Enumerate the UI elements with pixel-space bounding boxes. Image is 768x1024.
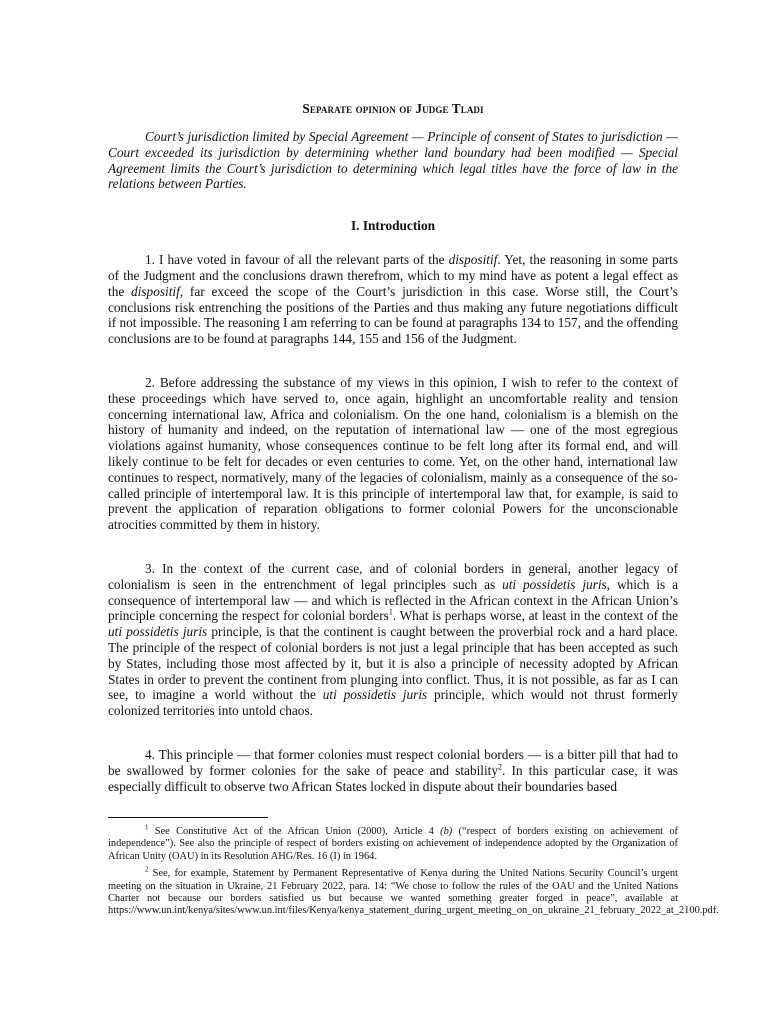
footnote-2-number: 2 — [145, 865, 149, 874]
paragraph-1-italic-dispositif-2: dispositif — [131, 283, 180, 299]
paragraph-1-text-a: 1. I have voted in favour of all the relevant parts of the — [145, 252, 449, 268]
footnote-ref-2[interactable]: 2 — [498, 762, 503, 772]
paragraph-4 — [108, 747, 678, 794]
footnote-1-text-c: (“respect of borders existing on achievement of independence”). See also the principle of respect of borders existing on achievement of independence adopted by the Organization of African Unity (OAU) in its Resolution AHG/Res. 16 (I) in 1964. — [108, 826, 679, 862]
paragraph-3-text-f: principle, is that the continent is caught between the proverbial rock and a hard place. The principle of the respect of colonial borders is not just a legal principle that has been accepted as such by States, including those most affected by it, but it is also a principle of necessity adopted by African States in order to prevent the continent from plunging into conflict. Thus, it is not possible, as far as I can see, to imagine a world without the — [108, 624, 678, 703]
paragraph-3-text-c: , which is a consequence of intertemporal law — and which is reflected in the African context in the African Union’s principle concerning the respect for colonial borders — [108, 576, 678, 624]
footnote-1-text-a: See Constitutive Act of the African Union (2000), Article 4 — [148, 826, 441, 837]
footnote-ref-1[interactable]: 1 — [388, 607, 393, 617]
paragraph-3-text-h: principle, which would not thrust formerly colonized territories into untold chaos. — [108, 687, 679, 719]
paragraph-1-text-e: , far exceed the scope of the Court’s jurisdiction in this case. Worse still, the Court’s conclusions risk entrenching the positions of the Parties and thus making any future negotiations difficult if not impossible. The reasoning I am referring to can be found at paragraphs 134 to 157, and the offending conclusions are to be found at paragraphs 144, 155 and 156 of the Judgment. — [108, 283, 678, 347]
paragraph-1 — [108, 252, 678, 347]
opinion-title: Separate opinion of Judge Tladi — [302, 101, 484, 116]
paragraph-3-text-d: . What is perhaps worse, at least in the context of the — [392, 608, 678, 624]
paragraph-4-text-b: . In this particular case, it was especially difficult to observe two African States locked in dispute about their boundaries based — [108, 762, 678, 794]
paragraph-3-text-a: 3. In the context of the current case, and of colonial borders in general, another legacy of colonialism is seen in the entrenchment of legal principles such as — [108, 560, 678, 592]
paragraph-3-italic-uti-possidetis: uti possidetis juris — [502, 576, 607, 592]
paragraph-1-italic-dispositif: dispositif — [448, 252, 498, 268]
paragraph-3 — [108, 561, 678, 719]
footnote-2 — [108, 865, 719, 918]
paragraph-4-text-a: 4. This principle — that former colonies must respect colonial borders — is a bitter pill that had to be swallowed by former colonies for the sake of peace and stability — [108, 746, 678, 778]
headnote: Court’s jurisdiction limited by Special Agreement — Principle of consent of States to jurisdiction — Court exceeded its jurisdiction by determining whether land boundary had been modified — Special Agreement limits the Court’s jurisdiction to determining which legal titles have the force of law in the relations between Parties. — [108, 129, 678, 192]
footnote-1-number: 1 — [145, 823, 149, 832]
paragraph-1-text-c: . Yet, the reasoning in some parts of the Judgment and the conclusions drawn therefrom, which to my mind have as potent a legal effect as the — [108, 252, 678, 299]
paragraph-3-italic-uti-possidetis-2: uti possidetis juris — [108, 624, 208, 640]
paragraph-3-italic-uti-possidetis-3: uti possidetis juris — [322, 687, 428, 703]
section-heading-introduction: I. Introduction — [351, 218, 435, 234]
footnote-2-text: See, for example, Statement by Permanent Representative of Kenya during the United Nations Security Council’s urgent meeting on the situation in Ukraine, 21 February 2022, para. 14: “We chose to follow the rules of the OAU and the United Nations Charter not because our borders satisfied us but because we wanted something greater forged in peace”, available at https://www.un.int/kenya/sites/www.un.int/files/Kenya/kenya_statement_during_urgent_meeting_on_on_ukraine_21_february_2022_at_2100.pdf. — [108, 868, 719, 917]
footnotes — [108, 823, 719, 923]
footnote-1-italic: (b) — [440, 826, 453, 837]
opinion-body — [108, 101, 678, 794]
footnote-divider — [108, 817, 268, 818]
paragraph-2: 2. Before addressing the substance of my views in this opinion, I wish to refer to the context of these proceedings which have served to, once again, highlight an uncomfortable reality and tension concerning international law, Africa and colonialism. On the one hand, colonialism is a blemish on the history of humanity and indeed, on the reputation of international law — one of the most egregious violations against humanity, whose consequences continue to be felt long after its formal end, and will likely continue to be felt for decades or even centuries to come. Yet, on the other hand, international law continues to respect, normatively, many of the legacies of colonialism, mainly as a consequence of the so-called principle of intertemporal law. It is this principle of intertemporal law that, for example, is said to prevent the application of reparation obligations to former colonial Powers for the unconscionable atrocities committed by them in history. — [108, 374, 678, 533]
footnote-1 — [108, 823, 679, 863]
